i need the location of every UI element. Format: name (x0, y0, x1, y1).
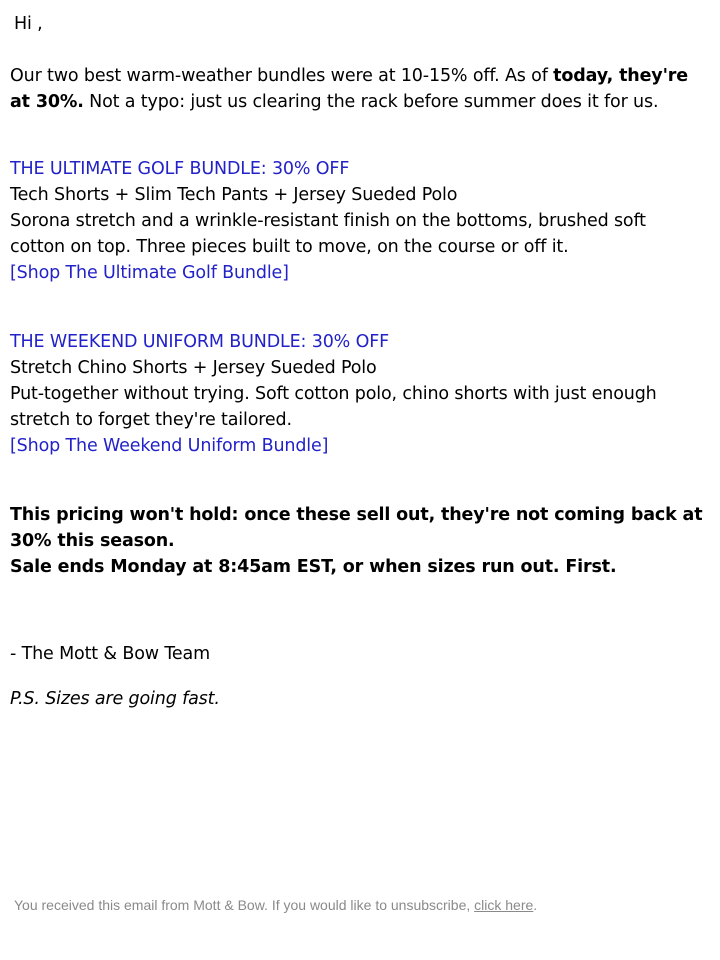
shop-golf-bundle-link[interactable]: [Shop The Ultimate Golf Bundle] (10, 263, 289, 283)
closing-line: This pricing won't hold: once these sell out, they're not coming back at (10, 505, 703, 525)
greeting: Hi , (14, 14, 43, 34)
intro-text: Not a typo: just us clearing the rack before summer does it for us. (83, 92, 659, 112)
unsubscribe-link[interactable]: click here (474, 897, 534, 913)
intro-line-1 (10, 63, 710, 89)
bundle-description-line: stretch to forget they're tailored. (10, 410, 292, 430)
shop-weekend-bundle-link[interactable]: [Shop The Weekend Uniform Bundle] (10, 436, 329, 456)
bundle-heading: THE WEEKEND UNIFORM BUNDLE: 30% OFF (10, 332, 390, 352)
footer-end: . (533, 897, 538, 913)
unsubscribe-footer (14, 896, 537, 914)
intro-line-2 (10, 89, 710, 115)
bundle-items: Stretch Chino Shorts + Jersey Sueded Polo (10, 358, 377, 378)
bundle-description-line: Sorona stretch and a wrinkle-resistant finish on the bottoms, brushed soft (10, 211, 646, 231)
closing-line: Sale ends Monday at 8:45am EST, or when sizes run out. First. (10, 557, 617, 577)
closing-line: 30% this season. (10, 531, 175, 551)
intro-text: Our two best warm-weather bundles were at 10-15% off. As of (10, 66, 554, 86)
closing-paragraph (10, 502, 710, 580)
bundle-items: Tech Shorts + Slim Tech Pants + Jersey Sueded Polo (10, 185, 458, 205)
bundle-weekend (10, 329, 710, 459)
footer-text: You received this email from Mott & Bow. If you would like to unsubscribe, (14, 897, 475, 913)
intro-bold-text: at 30%. (10, 92, 84, 112)
intro-bold-text: today, they're (553, 66, 688, 86)
bundle-description-line: cotton on top. Three pieces built to move, on the course or off it. (10, 237, 569, 257)
signoff: - The Mott & Bow Team (10, 644, 210, 664)
bundle-description-line: Put-together without trying. Soft cotton polo, chino shorts with just enough (10, 384, 657, 404)
bundle-heading: THE ULTIMATE GOLF BUNDLE: 30% OFF (10, 159, 350, 179)
postscript: P.S. Sizes are going fast. (10, 689, 220, 709)
intro-paragraph (10, 63, 710, 115)
bundle-golf (10, 156, 710, 286)
